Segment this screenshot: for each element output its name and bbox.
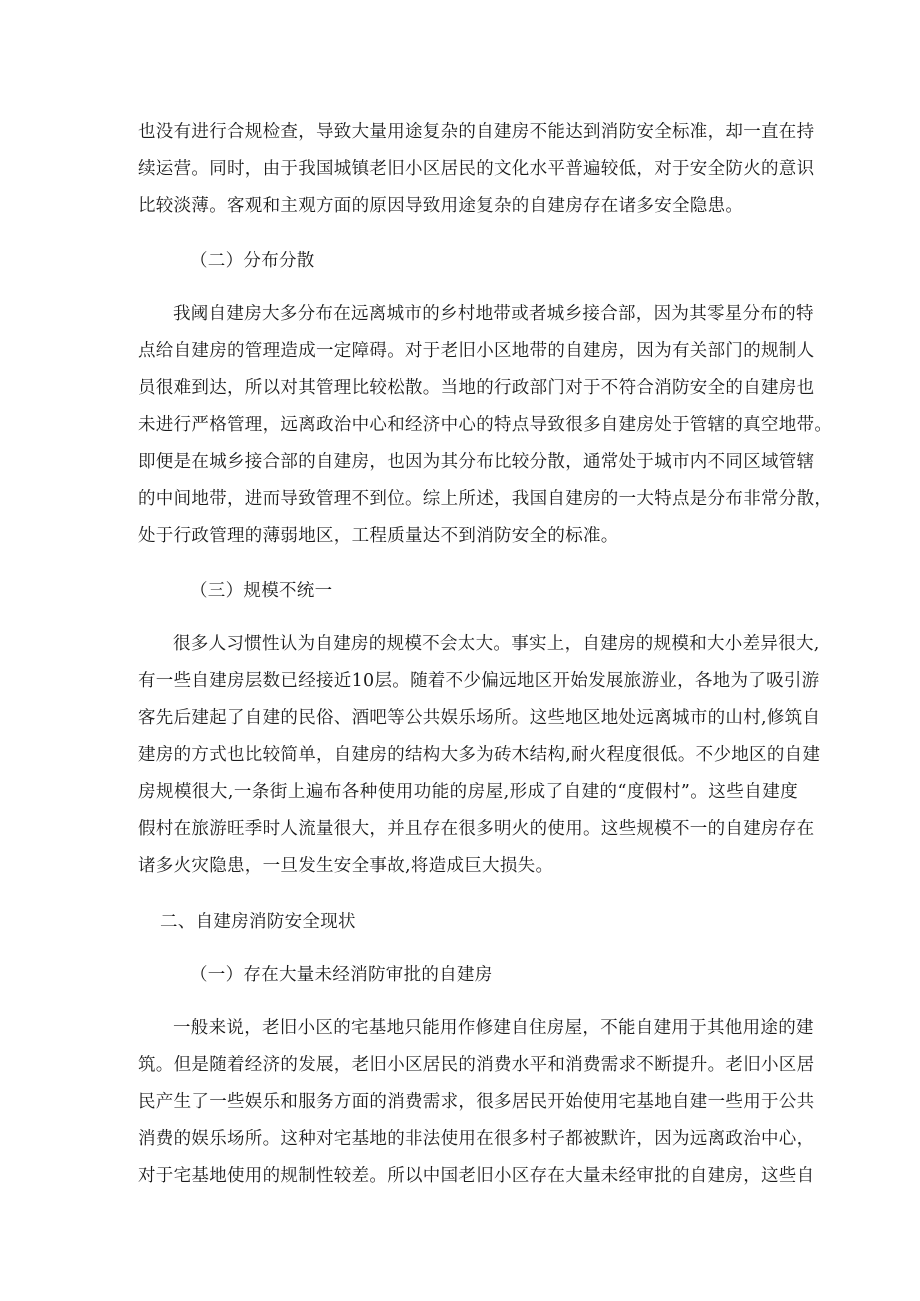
text-line: 对于宅基地使用的规制性较差。所以中国老旧小区存在大量未经审批的自建房，这些自 — [138, 1166, 815, 1186]
section-heading: （三）规模不统一 — [190, 581, 333, 601]
section-heading: （二）分布分散 — [190, 251, 315, 271]
text-line: 假村在旅游旺季时人流量很大，并且存在很多明火的使用。这些规模不一的自建房存在 — [138, 819, 815, 839]
section-title: 二、自建房消防安全现状 — [160, 912, 356, 932]
text-line: 即便是在城乡接合部的自建房，也因为其分布比较分散，通常处于城市内不同区域管辖 — [138, 452, 815, 472]
text-line: 我阈自建房大多分布在远离城市的乡村地带或者城乡接合部，因为其零星分布的特 — [173, 304, 814, 324]
text-line: 比较淡薄。客观和主观方面的原因导致用途复杂的自建房存在诸多安全隐患。 — [138, 196, 744, 216]
text-line: 消费的娱乐场所。这种对宅基地的非法使用在很多村子都被默许，因为远离政治中心， — [138, 1129, 815, 1149]
text-line: 也没有进行合规检查，导致大量用途复杂的自建房不能达到消防安全标准，却一直在持 — [138, 122, 815, 142]
text-line: 的中间地带，进而导致管理不到位。综上所述，我国自建房的一大特点是分布非常分散， — [138, 489, 833, 509]
text-line: 处于行政管理的薄弱地区，工程质量达不到消防安全的标准。 — [138, 526, 619, 546]
text-line: 房规模很大,一条街上遍布各种使用功能的房屋,形成了自建的“度假村”。这些自建度 — [138, 782, 798, 802]
text-line: 诸多火灾隐患，一旦发生安全事故,将造成巨大损失。 — [138, 856, 554, 876]
text-line: 一般来说，老旧小区的宅基地只能用作修建自住房屋，不能自建用于其他用途的建 — [173, 1018, 814, 1038]
text-line: 有一些自建房层数已经接近10层。随着不少偏远地区开始发展旅游业，各地为了吸引游 — [138, 671, 820, 691]
text-line: 民产生了一些娱乐和服务方面的消费需求，很多居民开始使用宅基地自建一些用于公共 — [138, 1092, 815, 1112]
text-line: 建房的方式也比较简单，自建房的结构大多为砖木结构,耐火程度很低。不少地区的自建 — [138, 745, 821, 765]
text-line: 点给自建房的管理造成一定障碍。对于老旧小区地带的自建房，因为有关部门的规制人 — [138, 341, 815, 361]
section-heading: （一）存在大量未经消防审批的自建房 — [190, 965, 493, 985]
text-line: 客先后建起了自建的民俗、酒吧等公共娱乐场所。这些地区地处远离城市的山村,修筑自 — [138, 708, 821, 728]
text-line: 员很难到达，所以对其管理比较松散。当地的行政部门对于不符合消防安全的自建房也 — [138, 378, 815, 398]
text-line: 未进行严格管理，远离政治中心和经济中心的特点导致很多自建房处于管辖的真空地带。 — [138, 415, 833, 435]
text-line: 很多人习惯性认为自建房的规模不会太大。事实上，自建房的规模和大小差异很大, — [173, 634, 820, 654]
text-line: 筑。但是随着经济的发展，老旧小区居民的消费水平和消费需求不断提升。老旧小区居 — [138, 1055, 815, 1075]
text-line: 续运营。同时，由于我国城镇老旧小区居民的文化水平普遍较低，对于安全防火的意识 — [138, 159, 815, 179]
